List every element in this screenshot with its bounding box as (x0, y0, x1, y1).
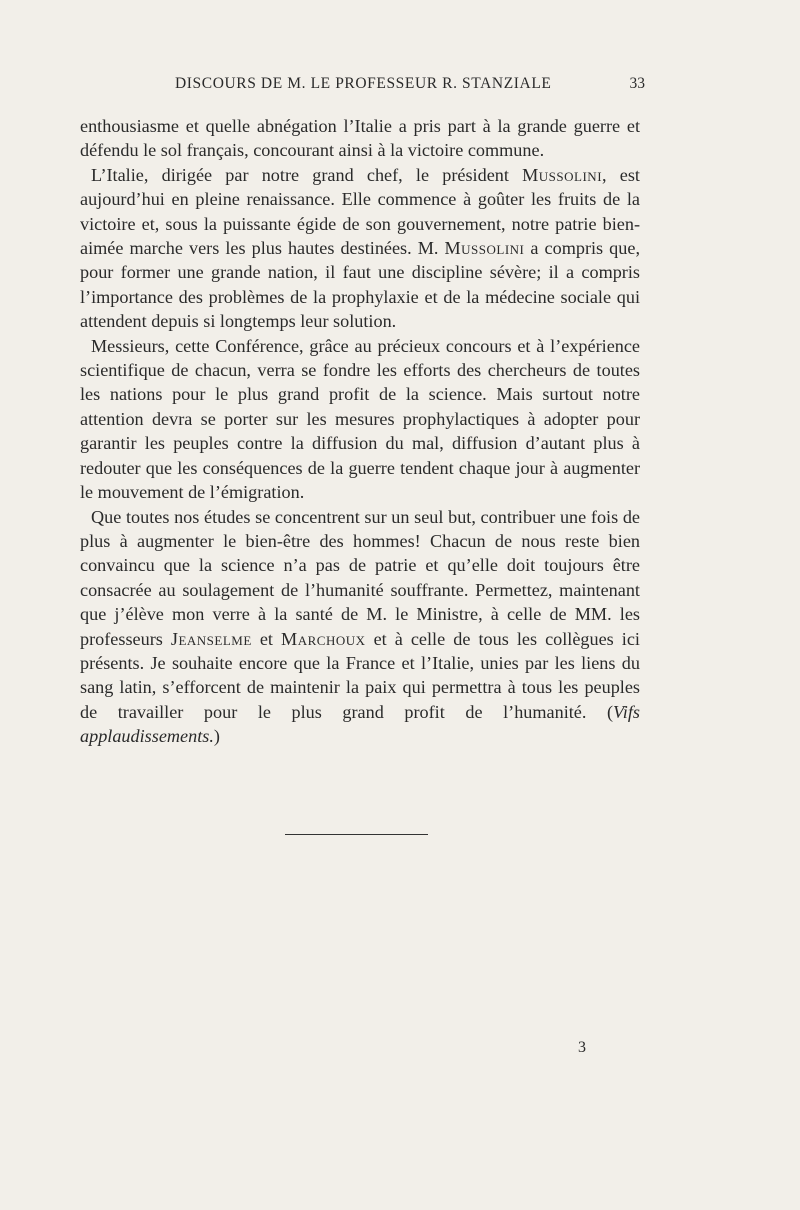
section-rule (285, 834, 428, 835)
name-mussolini: Mussolini (522, 164, 603, 185)
text-run: et à celle de tous les collègues ici présents. Je souhaite encore que la France et l’Italie, unies par les liens du sang latin, s’efforcent de maintenir la paix qui permettra à tous les peuples de travailler pour le plus grand profit de l’humanité. ( (80, 628, 640, 722)
running-header (175, 75, 645, 93)
text-run: L’Italie, dirigée par notre grand chef, le président (91, 164, 523, 185)
text-run: Que toutes nos études se concentrent sur un seul but, contribuer une fois de plus à augmenter le bien-être des hommes! Chacun de nous reste bien convaincu que la science n’a pas de patrie et qu’elle doit toujours être consacrée au soulagement de l’humanité souffrante. Permettez, maintenant que j’élève mon verre à la santé de M. le Ministre, à celle de MM. les professeurs (80, 506, 640, 649)
name-mussolini: Mussolini (444, 238, 525, 259)
text-run: et (251, 628, 282, 649)
page-number: 33 (629, 75, 645, 92)
text-run: a compris que, pour former une grande nation, il faut une discipline sévère; il a compris l’importance des problèmes de la prophylaxie et de la médecine sociale qui attendent depuis si longtemps leur solution. (80, 238, 640, 332)
paragraph-3: Messieurs, cette Conférence, grâce au précieux concours et à l’expérience scientifique de chacun, verra se fondre les efforts des chercheurs de toutes les nations pour le plus grand profit de la science. Mais surtout notre attention devra se porter sur les mesures prophylactiques à adopter pour garantir les peuples contre la diffusion du mal, diffusion d’autant plus à redouter que les conséquences de la guerre tendent chaque jour à augmenter le mouvement de l’émigration. (80, 335, 640, 503)
applause-note: Vifs applaudissements. (80, 701, 640, 747)
name-jeanselme: Jeanselme (170, 628, 252, 649)
name-marchoux: Marchoux (281, 628, 366, 649)
body-text (80, 114, 640, 749)
text-run: ) (213, 726, 220, 747)
signature-mark: 3 (578, 1039, 586, 1056)
text-run: , est aujourd’hui en pleine renaissance. Elle commence à goûter les fruits de la victoire et, sous la puissante égide de son gouvernement, notre patrie bien-aimée marche vers les plus hautes destinées. M. (80, 164, 640, 259)
paragraph-2 (80, 163, 640, 334)
running-title: DISCOURS DE M. LE PROFESSEUR R. STANZIALE (175, 75, 552, 92)
paragraph-1: enthousiasme et quelle abnégation l’Italie a pris part à la grande guerre et défendu le sol français, concourant ainsi à la victoire commune. (80, 116, 640, 161)
paragraph-4 (80, 505, 640, 749)
